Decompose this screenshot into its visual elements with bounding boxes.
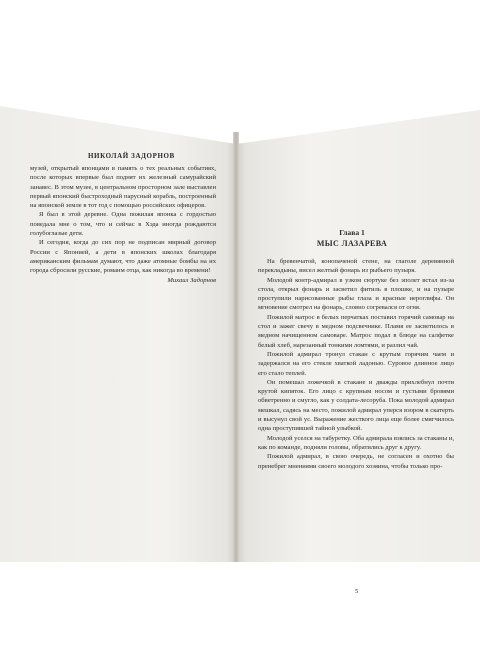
paragraph: И сегодня, когда до сих пор не подписан мирный договор России с Японией, а дети в японских школах благодаря американским фильмам думают, что даже атомные бомбы на их города сбросили русские, романм отца, как никогда во времени! bbox=[30, 239, 216, 275]
paragraph: Я был в этой деревне. Одна пожилая японка с гордостью поведала мне о том, что и сейчас в Хэда иногда рождаются голубоглазые дети. bbox=[30, 211, 216, 238]
paragraph: Молодой контр-адмирал в узком сюртуке без эполет встал из-за стола, открыл фонарь и засветил фитиль в плошке, и на пузыре проступили нарисованные рыбы глаза и красные иероглифы. Он мгновение смотрел на фонарь, словно согревался от огня. bbox=[258, 276, 454, 312]
paragraph: Пожилой адмирал, в свою очередь, не согласен и охотно бы пренебрег мнениями своего молодого хозяина, чтобы только про- bbox=[258, 453, 454, 470]
right-page-text bbox=[258, 257, 454, 471]
chapter-number: Глава 1 bbox=[339, 228, 365, 237]
paragraph: Пожилой матрос в белых перчатках поставил горячий самовар на стол и зажег свечу в медном подсвечнике. Пламя ее засветилось в медном начищенном самоваре. Матрос подал в блюде на салфетке белый хлеб, нарезанный тонкими ломтями, и разлил чай. bbox=[258, 313, 454, 349]
left-page-text bbox=[30, 164, 216, 276]
paragraph: Молодой уселся на табуретку. Оба адмирала взялись за стаканы и, как по команде, подняли головы, обратились друг к другу. bbox=[258, 434, 454, 451]
book-spread bbox=[0, 92, 480, 595]
paragraph: Пожилой адмирал тронул стакан с крутым горячим чаем и задержался на его стекле хваткой ладонью. Суровое длинное лицо его стало теплей. bbox=[258, 350, 454, 377]
book-gutter-icon bbox=[233, 132, 239, 562]
paragraph: Он помешал ложечкой в стакане и дважды прихлебнул почти крутой кипяток. Его лицо с крупным носом и густыми бровями обветренно и смугло, как у солдата-лесоруба. Пока молодой адмирал мешкал, садясь на место, пожилой адмирал уперся взором в скатерть и высунул свой ус. Выражение жесткого лица еще более смягчилось одна проступившей тайной улыбкой. bbox=[258, 378, 454, 433]
author-signature: Михаил Задорнов bbox=[167, 277, 216, 284]
paragraph: музей, открытый японцами в память о тех реальных событиях, после которых впервые был поднят их железный самурайский занавес. В этом музее, в центральном просторном зале выставлен первый японский быстроходный парусный корабль, построенный на японской земле в тот год с помощью российских офицеров. bbox=[30, 165, 216, 210]
page-number: 5 bbox=[355, 588, 359, 595]
chapter-title: МЫС ЛАЗАРЕВА bbox=[316, 239, 388, 248]
running-head: НИКОЛАЙ ЗАДОРНОВ bbox=[88, 152, 175, 160]
paragraph: На бревенчатой, конопаченой стене, на глаголе деревянной перекладыны, висел желтый фонарь из рыбьего пузыря. bbox=[258, 258, 454, 275]
left-page bbox=[0, 92, 236, 562]
